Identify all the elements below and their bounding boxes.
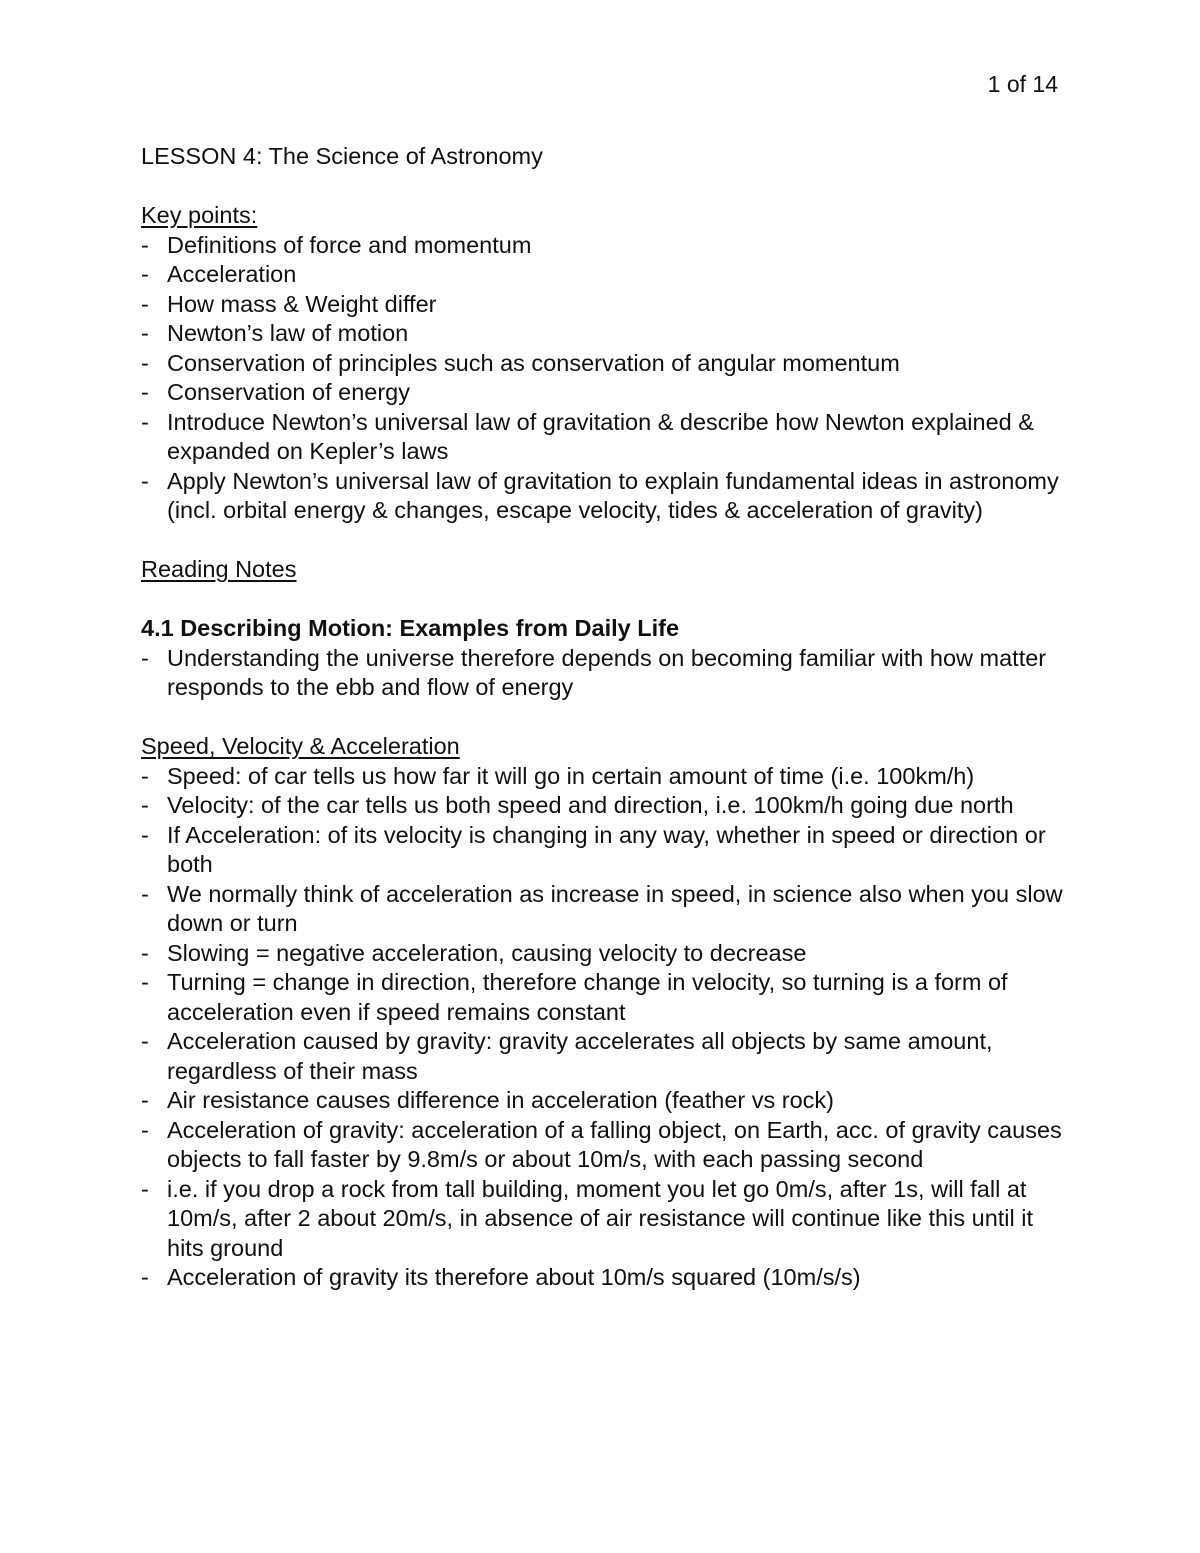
list-item: - Understanding the universe therefore depends on becoming familiar with how matter responds to the ebb and flow of energy bbox=[141, 644, 1071, 703]
reading-notes-heading: Reading Notes bbox=[141, 556, 297, 582]
list-item: - Acceleration bbox=[141, 260, 1071, 290]
list-item: - Air resistance causes difference in acceleration (feather vs rock) bbox=[141, 1086, 1071, 1116]
list-item: - Conservation of principles such as conservation of angular momentum bbox=[141, 349, 1071, 379]
list-item: - Acceleration of gravity its therefore about 10m/s squared (10m/s/s) bbox=[141, 1263, 1071, 1293]
list-item: - Apply Newton’s universal law of gravitation to explain fundamental ideas in astronomy (incl. orbital energy & changes, escape velocity, tides & acceleration of gravity) bbox=[141, 467, 1071, 526]
lesson-title: LESSON 4: The Science of Astronomy bbox=[141, 143, 543, 169]
page-number: 1 of 14 bbox=[987, 71, 1058, 97]
list-item: - Slowing = negative acceleration, causing velocity to decrease bbox=[141, 939, 1071, 969]
list-item: - Acceleration of gravity: acceleration of a falling object, on Earth, acc. of gravity causes objects to fall faster by 9.8m/s or about 10m/s, with each passing second bbox=[141, 1116, 1071, 1175]
list-item: - If Acceleration: of its velocity is changing in any way, whether in speed or direction or both bbox=[141, 821, 1071, 880]
list-item: - i.e. if you drop a rock from tall building, moment you let go 0m/s, after 1s, will fall at 10m/s, after 2 about 20m/s, in absence of air resistance will continue like this until it hits ground bbox=[141, 1175, 1071, 1264]
list-item: - Conservation of energy bbox=[141, 378, 1071, 408]
list-item: - Introduce Newton’s universal law of gravitation & describe how Newton explained & expanded on Kepler’s laws bbox=[141, 408, 1071, 467]
section-4-1-list bbox=[141, 644, 1071, 703]
key-points-list bbox=[141, 231, 1071, 526]
list-item: - Definitions of force and momentum bbox=[141, 231, 1071, 261]
list-item: - Speed: of car tells us how far it will go in certain amount of time (i.e. 100km/h) bbox=[141, 762, 1071, 792]
list-item: - We normally think of acceleration as increase in speed, in science also when you slow down or turn bbox=[141, 880, 1071, 939]
list-item: - Turning = change in direction, therefore change in velocity, so turning is a form of acceleration even if speed remains constant bbox=[141, 968, 1071, 1027]
list-item: - Acceleration caused by gravity: gravity accelerates all objects by same amount, regardless of their mass bbox=[141, 1027, 1071, 1086]
list-item: - Newton’s law of motion bbox=[141, 319, 1071, 349]
list-item: - Velocity: of the car tells us both speed and direction, i.e. 100km/h going due north bbox=[141, 791, 1071, 821]
speed-velocity-heading: Speed, Velocity & Acceleration bbox=[141, 733, 460, 759]
list-item: - How mass & Weight differ bbox=[141, 290, 1071, 320]
section-heading: 4.1 Describing Motion: Examples from Daily Life bbox=[141, 615, 680, 641]
key-points-heading: Key points: bbox=[141, 202, 258, 228]
document-body bbox=[141, 142, 1071, 1293]
speed-velocity-list bbox=[141, 762, 1071, 1293]
